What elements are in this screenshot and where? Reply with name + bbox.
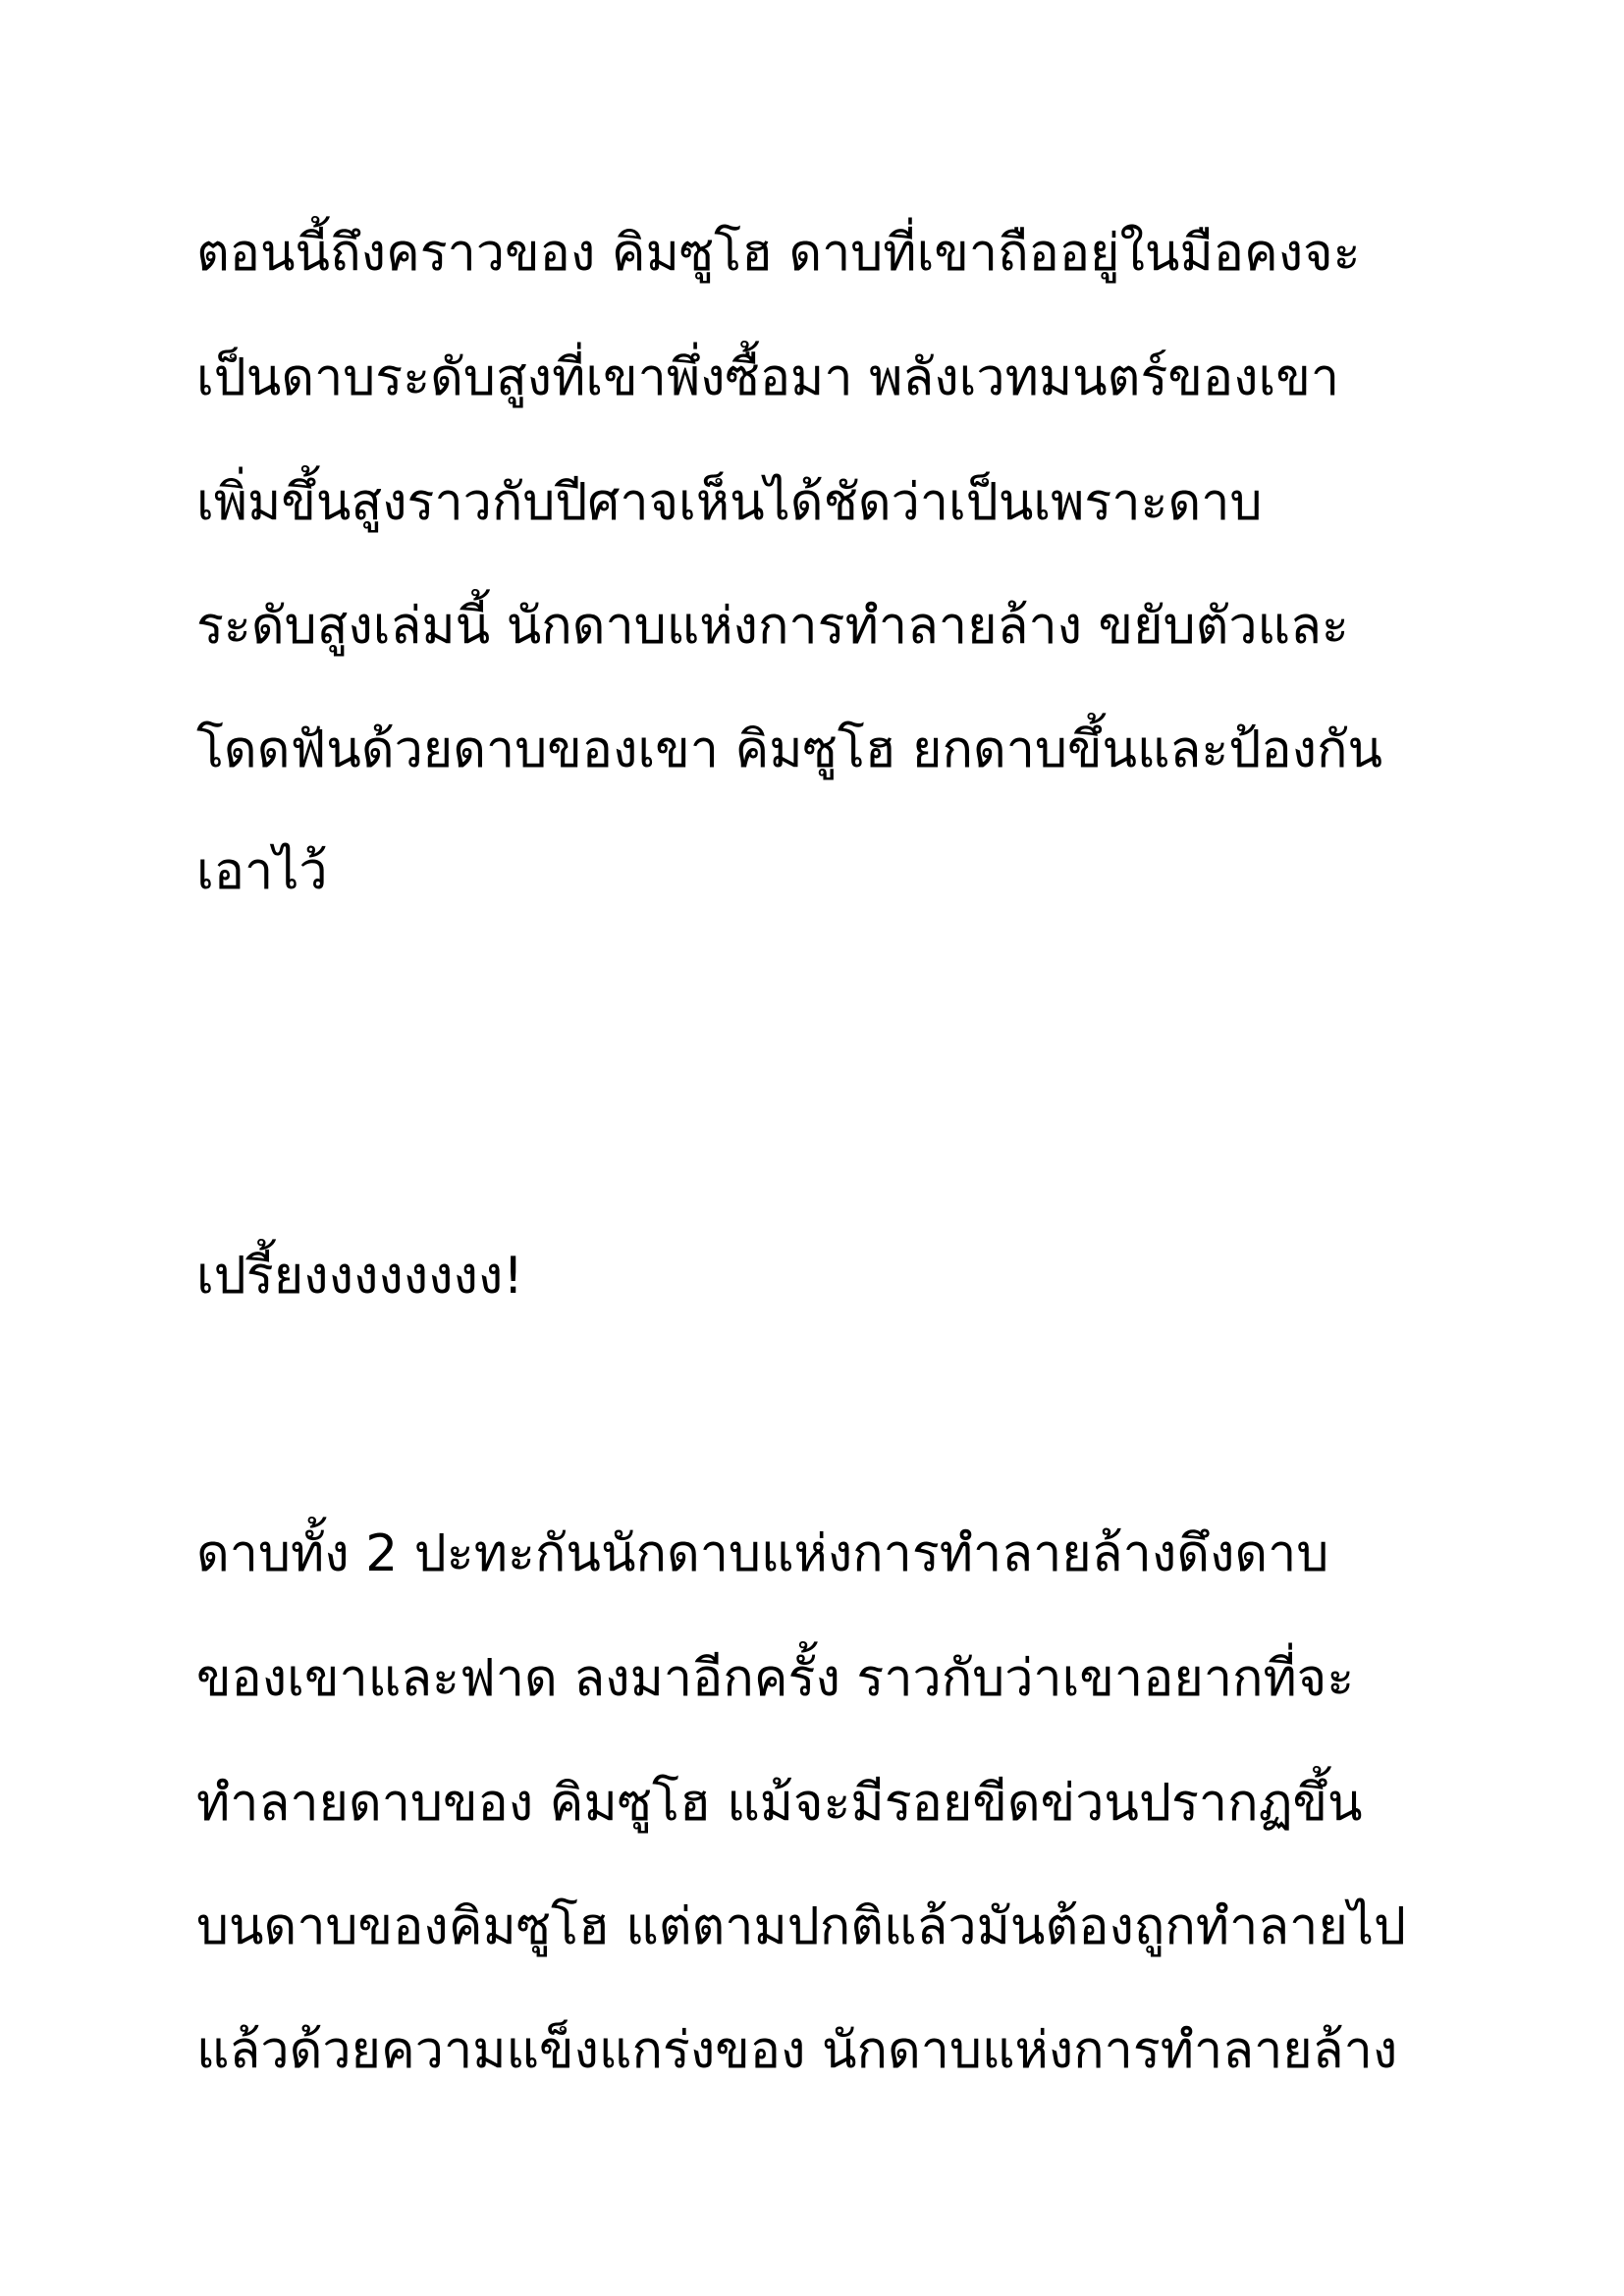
paragraph-2-line-2: ของเขาและฟาด ลงมาอีกครั้ง ราวกับว่าเขาอยากที่จะ bbox=[196, 1649, 1355, 1708]
paragraph-2-line-3: ทำลายดาบของ คิมซูโฮ แม้จะมีรอยขีดข่วนปรากฏขึ้น bbox=[196, 1774, 1363, 1833]
paragraph-1-line-6: เอาไว้ bbox=[196, 842, 328, 901]
paragraph-1-line-4: ระดับสูงเล่มนี้ นักดาบแห่งการทำลายล้าง ขยับตัวและ bbox=[196, 597, 1349, 656]
sound-effect: เปรี้ยงงงงงงงง! bbox=[196, 1247, 524, 1306]
paragraph-2-line-1: ดาบทั้ง 2 ปะทะกันนักดาบแห่งการทำลายล้างดึงดาบ bbox=[196, 1524, 1329, 1583]
paragraph-1-line-1: ตอนนี้ถึงคราวของ คิมซูโฮ ดาบที่เขาถืออยู่ในมือคงจะ bbox=[196, 224, 1361, 283]
paragraph-2-line-4: บนดาบของคิมซูโฮ แต่ตามปกติแล้วมันต้องถูกทำลายไป bbox=[196, 1897, 1406, 1956]
paragraph-1-line-2: เป็นดาบระดับสูงที่เขาพึ่งซื้อมา พลังเวทมนตร์ของเขา bbox=[196, 348, 1340, 407]
paragraph-1-line-3: เพิ่มขึ้นสูงราวกับปีศาจเห็นได้ชัดว่าเป็นเพราะดาบ bbox=[196, 473, 1263, 532]
paragraph-2-line-5: แล้วด้วยความแข็งแกร่งของ นักดาบแห่งการทำลายล้าง bbox=[196, 2021, 1398, 2080]
paragraph-1-line-5: โดดฟันด้วยดาบของเขา คิมซูโฮ ยกดาบขึ้นและป้องกัน bbox=[196, 721, 1383, 779]
